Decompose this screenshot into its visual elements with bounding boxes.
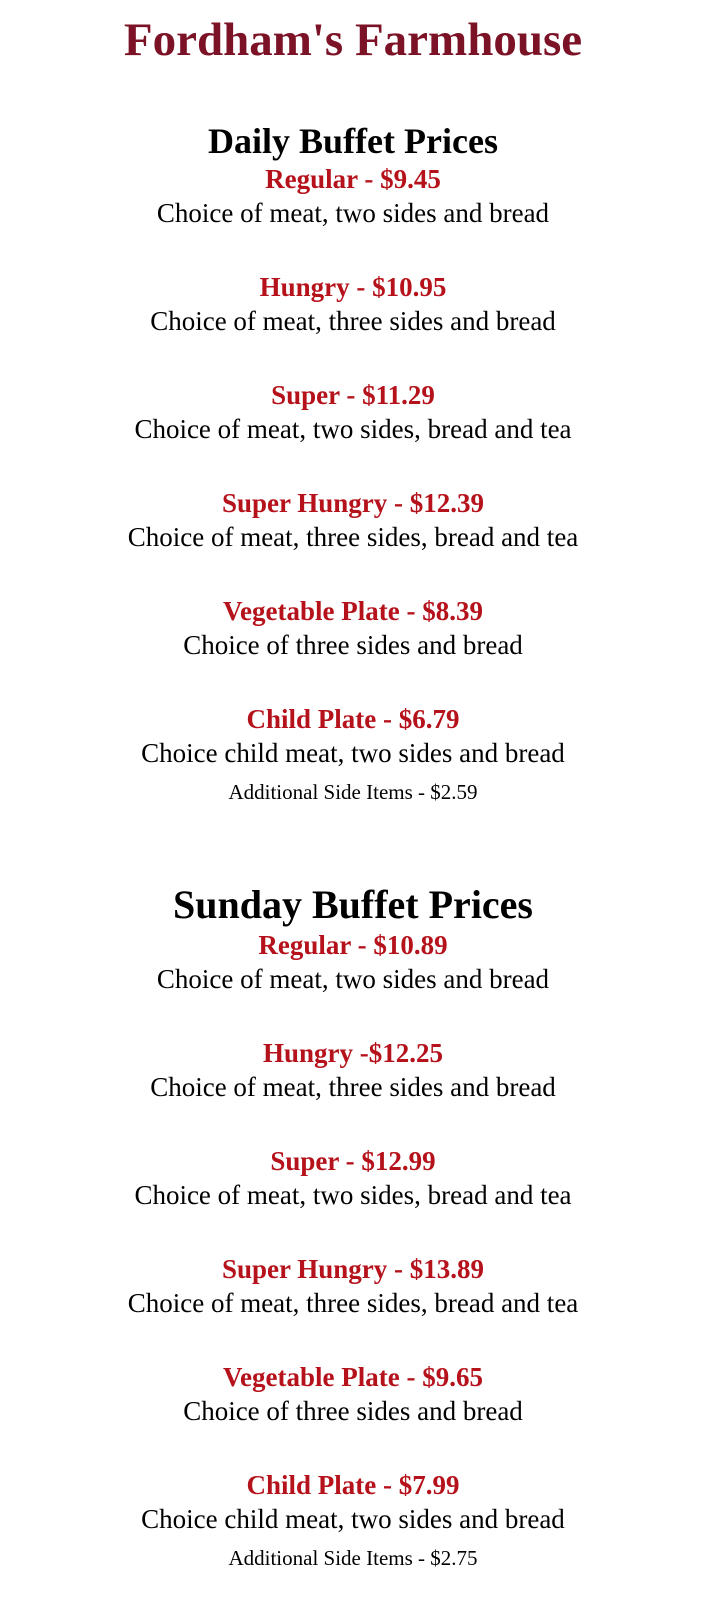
menu-item	[0, 702, 706, 770]
menu-item	[0, 270, 706, 378]
additional-side-items: Additional Side Items - $2.75	[228, 1546, 478, 1570]
item-name-price: Regular - $9.45	[265, 164, 441, 194]
item-name-price: Super - $12.99	[270, 1146, 436, 1176]
restaurant-title: Fordham's Farmhouse	[123, 14, 583, 66]
item-description: Choice of meat, three sides, bread and tea	[127, 1288, 579, 1318]
section-heading: Daily Buffet Prices	[208, 121, 498, 161]
item-description: Choice of meat, two sides, bread and tea	[134, 1180, 572, 1210]
section-heading: Sunday Buffet Prices	[173, 882, 533, 927]
menu-item	[0, 594, 706, 702]
item-description: Choice of meat, three sides and bread	[150, 1072, 556, 1102]
item-name-price: Hungry - $10.95	[259, 272, 447, 302]
menu-item	[0, 378, 706, 486]
menu-item	[0, 1468, 706, 1536]
item-description: Choice child meat, two sides and bread	[141, 738, 565, 768]
menu-item	[0, 162, 706, 270]
item-description: Choice of three sides and bread	[183, 630, 523, 660]
item-name-price: Vegetable Plate - $8.39	[223, 596, 483, 626]
item-description: Choice of three sides and bread	[183, 1396, 523, 1426]
menu-item	[0, 928, 706, 1036]
item-name-price: Hungry -$12.25	[262, 1038, 443, 1068]
menu-item	[0, 1252, 706, 1360]
item-name-price: Child Plate - $7.99	[246, 1470, 460, 1500]
item-name-price: Regular - $10.89	[258, 930, 448, 960]
item-name-price: Child Plate - $6.79	[246, 704, 460, 734]
item-description: Choice of meat, three sides and bread	[150, 306, 556, 336]
item-description: Choice child meat, two sides and bread	[141, 1504, 565, 1534]
item-name-price: Vegetable Plate - $9.65	[223, 1362, 483, 1392]
item-name-price: Super Hungry - $12.39	[221, 488, 485, 518]
sunday-buffet-section	[0, 882, 706, 1572]
menu-item	[0, 1360, 706, 1468]
additional-side-items: Additional Side Items - $2.59	[228, 780, 478, 804]
item-description: Choice of meat, two sides and bread	[156, 964, 550, 994]
item-name-price: Super Hungry - $13.89	[221, 1254, 485, 1284]
item-description: Choice of meat, two sides and bread	[156, 198, 550, 228]
item-description: Choice of meat, three sides, bread and tea	[127, 522, 579, 552]
menu-item	[0, 1144, 706, 1252]
daily-buffet-section	[0, 120, 706, 806]
menu-item	[0, 1036, 706, 1144]
item-name-price: Super - $11.29	[271, 380, 435, 410]
menu-item	[0, 486, 706, 594]
item-description: Choice of meat, two sides, bread and tea	[134, 414, 572, 444]
